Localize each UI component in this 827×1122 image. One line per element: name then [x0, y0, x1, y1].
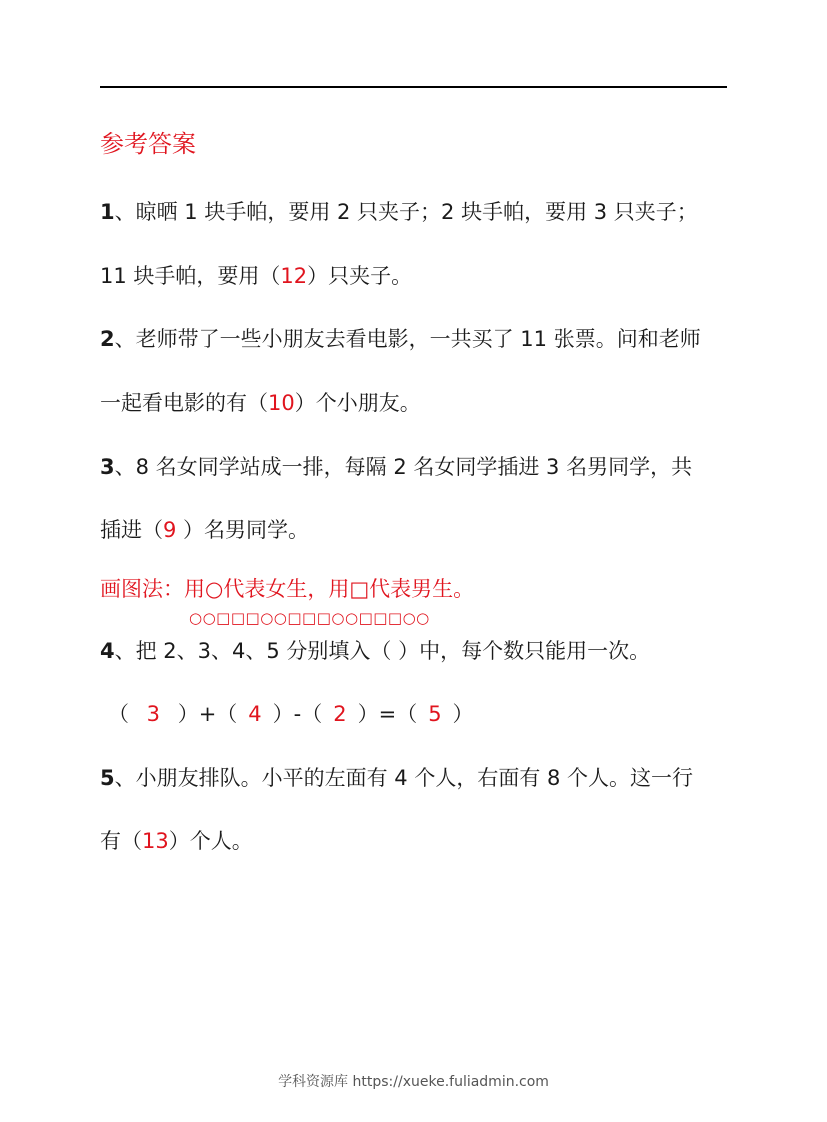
q5-line1 — [100, 763, 693, 793]
q4-text: 、把 2、3、4、5 分别填入（ ）中，每个数只能用一次。 — [114, 639, 651, 663]
q2-number: 2 — [100, 327, 115, 351]
q3-text: 、8 名女同学站成一排，每隔 2 名女同学插进 3 名男同学，共 — [114, 455, 693, 479]
q3-text-pre: 插进（ — [100, 518, 163, 542]
q1-line1 — [100, 197, 698, 227]
q3-line2 — [100, 515, 309, 545]
q1-text: 、晾晒 1 块手帕，要用 2 只夹子；2 块手帕，要用 3 只夹子； — [114, 200, 698, 224]
eq-equals: ）=（ — [350, 702, 424, 726]
q5-answer: 13 — [142, 829, 169, 853]
q2-line1 — [100, 324, 701, 354]
q5-text-pre: 有（ — [100, 829, 142, 853]
eq-plus: ）+（ — [164, 702, 244, 726]
eq-paren: （ — [108, 702, 143, 726]
q2-text-post: ）个小朋友。 — [294, 391, 421, 415]
q5-number: 5 — [100, 766, 115, 790]
footer-source: 学科资源库 https://xueke.fuliadmin.com — [278, 1074, 549, 1090]
q1-text-pre: 11 块手帕，要用（ — [100, 264, 281, 288]
q4-number: 4 — [100, 639, 115, 663]
eq-answer-a: 3 — [146, 702, 161, 726]
eq-close: ） — [445, 702, 474, 726]
eq-minus: ）-（ — [265, 702, 329, 726]
q3-text-post: ）名男同学。 — [176, 518, 310, 542]
q3-drawing-method: 画图法：用○代表女生，用□代表男生。 — [100, 577, 475, 601]
q3-answer: 9 — [163, 518, 177, 542]
eq-answer-b: 4 — [248, 702, 262, 726]
q3-number: 3 — [100, 455, 115, 479]
q4-equation — [108, 698, 474, 728]
eq-answer-d: 5 — [428, 702, 442, 726]
eq-answer-c: 2 — [333, 702, 347, 726]
q2-answer: 10 — [268, 391, 295, 415]
q4-line1 — [100, 636, 650, 666]
q1-line2 — [100, 261, 412, 291]
q1-text-post: ）只夹子。 — [307, 264, 413, 288]
q5-text-post: ）个人。 — [168, 829, 253, 853]
q5-line2 — [100, 826, 253, 856]
q2-text-pre: 一起看电影的有（ — [100, 391, 268, 415]
top-divider — [100, 86, 727, 88]
page-title: 参考答案 — [100, 130, 196, 158]
q2-line2 — [100, 388, 421, 418]
q5-text: 、小朋友排队。小平的左面有 4 个人，右面有 8 个人。这一行 — [114, 766, 694, 790]
q3-line1 — [100, 452, 692, 482]
q2-text: 、老师带了一些小朋友去看电影，一共买了 11 张票。问和老师 — [114, 327, 701, 351]
q1-answer: 12 — [280, 264, 308, 288]
q3-shape-pattern: ○○□□□○○□□□○○□□□○○ — [189, 609, 430, 627]
q1-number: 1 — [100, 200, 115, 224]
